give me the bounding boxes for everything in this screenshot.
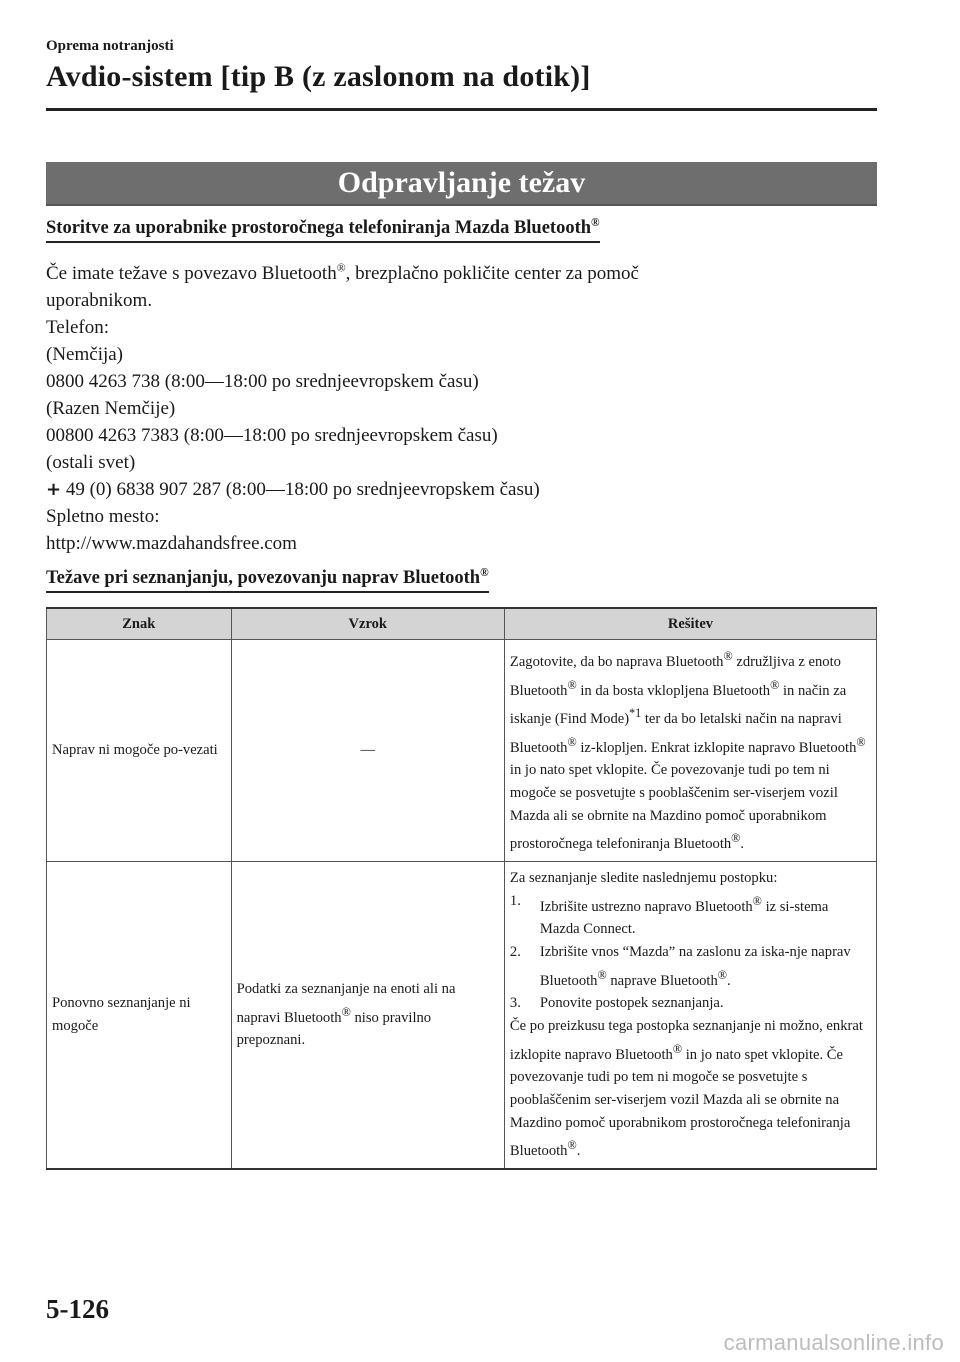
solution-intro: Za seznanjanje sledite naslednjemu postopku:: [509, 869, 778, 886]
germany-number: 0800 4263 738 (8:00—18:00 po srednjeevropskem času): [46, 371, 479, 392]
website-url[interactable]: http://www.mazdahandsfree.com: [46, 533, 297, 554]
header-divider: [46, 108, 877, 111]
phone-label: Telefon:: [46, 317, 110, 338]
section-title: Odpravljanje težav: [46, 162, 877, 206]
chapter-title: Avdio-sistem [tip B (z zaslonom na dotik)]: [46, 60, 591, 93]
page-number: 5-126: [46, 1294, 109, 1324]
list-item: 3. Ponovite postopek seznanjanja.: [509, 995, 724, 1012]
steps-list: [510, 890, 871, 1015]
world-number: + 49 (0) 6838 907 287 (8:00—18:00 po srednjeevropskem času): [46, 479, 540, 500]
intro-line-2: uporabnikom.: [46, 290, 153, 311]
intro-text: [46, 260, 876, 557]
header-solution: Rešitev: [504, 608, 876, 640]
world-label: (ostali svet): [46, 452, 136, 473]
cell-sign: Naprav ni mogoče po-vezati: [47, 640, 232, 862]
table-row: [47, 640, 877, 862]
cell-solution: Zagotovite, da bo naprava Bluetooth® združljiva z enoto Bluetooth® in da bosta vklopljena Bluetooth® in način za iskanje (Find Mode)$^{*1}$ ter da bo letalski način na napravi Bluetooth® iz-klopljen. Enkrat izklopite napravo Bluetooth® in jo nato spet vklopite. Če povezovanje tudi po tem ni mogoče se posvetujte s pooblaščenim ser-viserjem vozil Mazda ali se obrnite na Mazdino pomoč uporabnikom prostoročnega telefoniranja Bluetooth®.: [504, 640, 876, 862]
section-label: Oprema notranjosti: [46, 38, 174, 54]
germany-label: (Nemčija): [46, 344, 124, 365]
table-header-row: [47, 608, 877, 640]
cell-solution: [504, 861, 876, 1168]
cell-cause: Podatki za seznanjanje na enoti ali na napravi Bluetooth® niso pravilno prepoznani.: [231, 861, 504, 1168]
cell-sign: Ponovno seznanjanje ni mogoče: [47, 861, 232, 1168]
list-item: 2. Izbrišite vnos “Mazda” na zaslonu za iska-nje naprav Bluetooth® naprave Bluetooth®.: [509, 943, 851, 989]
table-row: [47, 861, 877, 1168]
header-cause: Vzrok: [231, 608, 504, 640]
cell-cause: —: [231, 640, 504, 862]
list-item: 1. Izbrišite ustrezno napravo Bluetooth® iz si-stema Mazda Connect.: [509, 892, 829, 938]
plus-icon: +: [46, 479, 62, 500]
solution-outro: Če po preizkusu tega postopka seznanjanje ni možno, enkrat izklopite napravo Bluetooth® in jo nato spet vklopite. Če povezovanje tudi po tem ni mogoče se posvetujte s pooblaščenim ser-viserjem vozil Mazda ali se obrnite na Mazdino pomoč uporabnikom prostoročnega telefoniranja Bluetooth®.: [509, 1017, 863, 1160]
outside-germany-label: (Razen Nemčije): [46, 398, 176, 419]
outside-germany-number: 00800 4263 7383 (8:00—18:00 po srednjeevropskem času): [46, 425, 498, 446]
header-sign: Znak: [47, 608, 232, 640]
troubleshooting-table: [46, 607, 877, 1170]
subsection-title-pairing: Težave pri seznanjanju, povezovanju naprav Bluetooth®: [46, 568, 489, 593]
watermark: carmanualsonline.info: [723, 1330, 944, 1355]
subsection-title-services: Storitve za uporabnike prostoročnega telefoniranja Mazda Bluetooth®: [46, 218, 600, 243]
intro-line-1: Če imate težave s povezavo Bluetooth®, brezplačno pokličite center za pomoč: [46, 261, 639, 284]
website-label: Spletno mesto:: [46, 506, 160, 527]
